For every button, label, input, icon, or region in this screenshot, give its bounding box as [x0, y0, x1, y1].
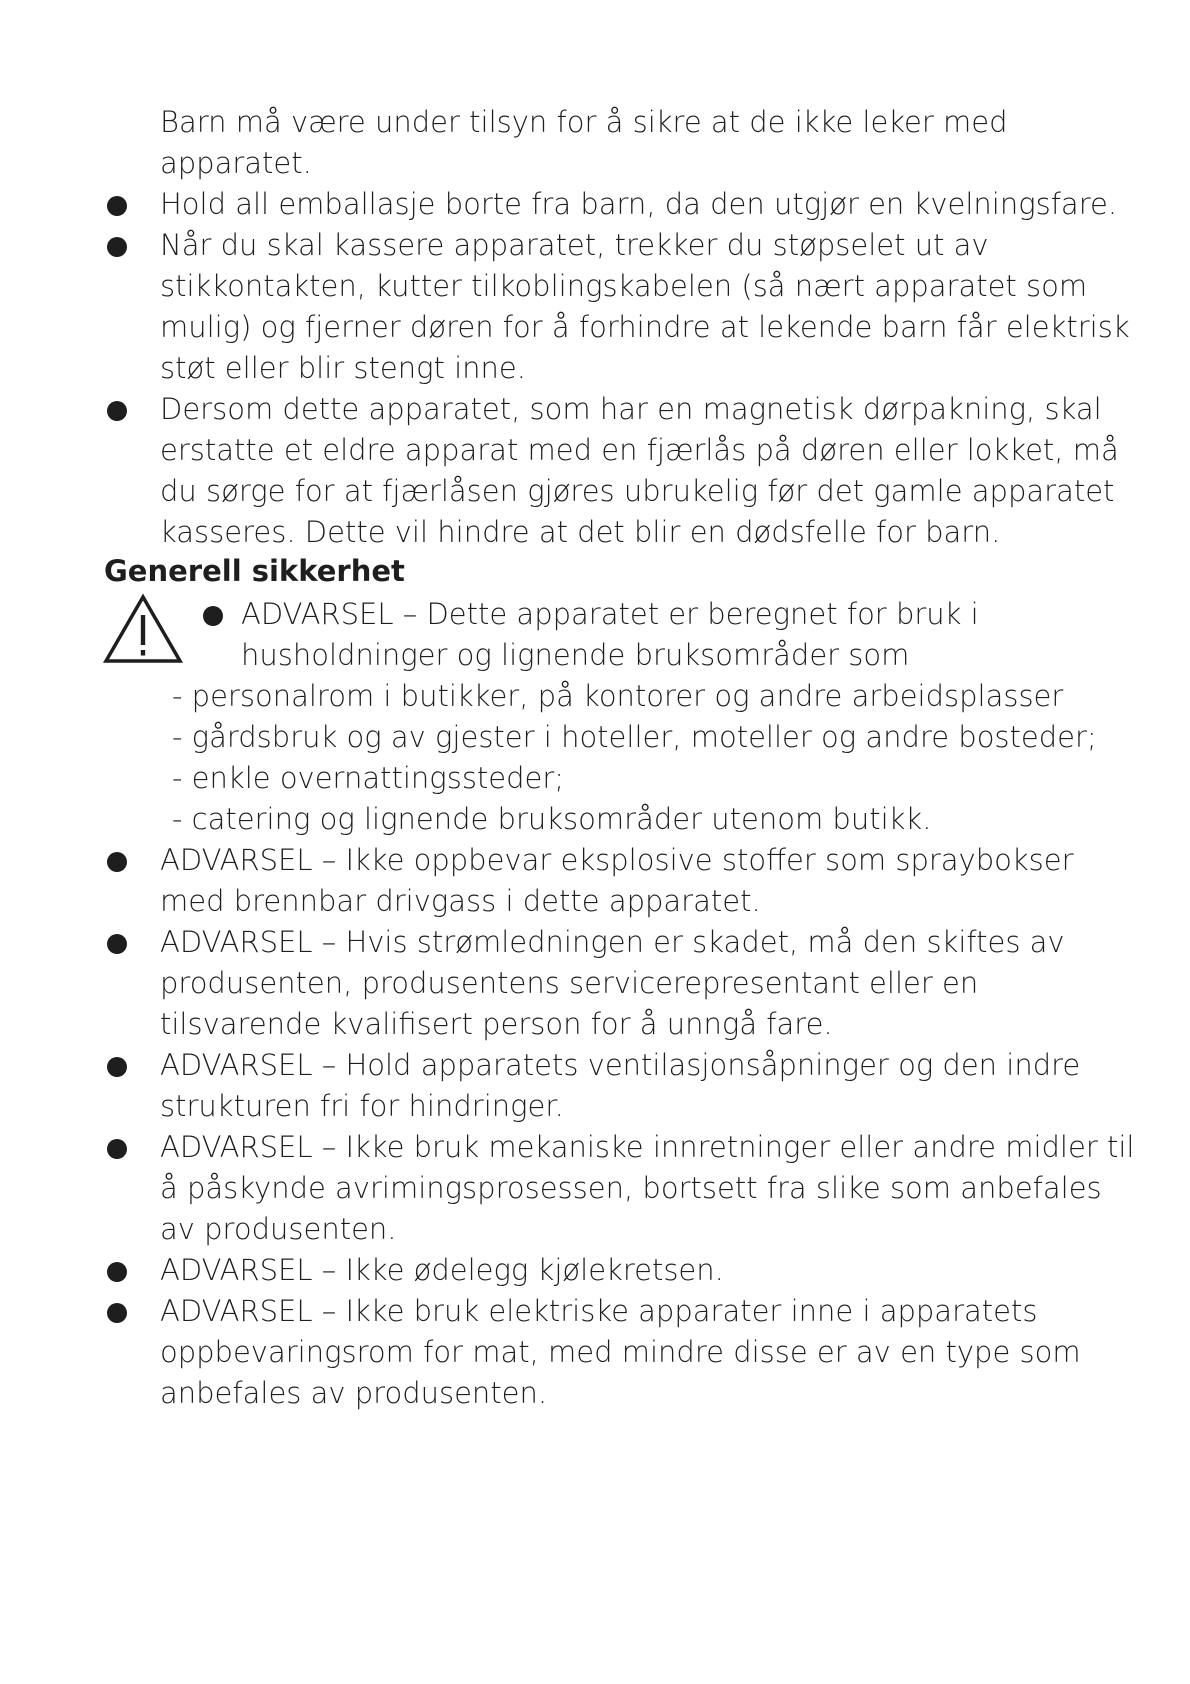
- bullet-line: ADVARSEL – Ikke oppbevar eksplosive stoffer som spraybokser: [160, 843, 1074, 877]
- dash-item: - enkle overnattingssteder;: [172, 761, 565, 795]
- bullet-dot: [107, 196, 127, 216]
- dash-item: - gårdsbruk og av gjester i hoteller, moteller og andre bosteder;: [172, 720, 1097, 754]
- bullet-line: støt eller blir stengt inne.: [160, 351, 526, 385]
- bullet-line: Hold all emballasje borte fra barn, da den utgjør en kvelningsfare.: [160, 187, 1118, 221]
- warning-triangle-icon: [102, 593, 184, 665]
- bullet-dot: [107, 934, 127, 954]
- bullet-dot: [203, 606, 223, 626]
- bullet-line: Dersom dette apparatet, som har en magnetisk dørpakning, skal: [160, 392, 1102, 426]
- bullet-dot: [107, 852, 127, 872]
- bullet-line: å påskynde avrimingsprosessen, bortsett fra slike som anbefales: [160, 1171, 1102, 1205]
- bullet-line: kasseres. Dette vil hindre at det blir en dødsfelle for barn.: [160, 515, 1001, 549]
- bullet-line: ADVARSEL – Ikke bruk mekaniske innretninger eller andre midler til: [160, 1130, 1135, 1164]
- bullet-dot: [107, 1139, 127, 1159]
- bullet-line: ADVARSEL – Hvis strømledningen er skadet, må den skiftes av: [160, 925, 1065, 959]
- bullet-line: ADVARSEL – Ikke bruk elektriske apparater inne i apparatets: [160, 1294, 1038, 1328]
- section-heading: Generell sikkerhet: [104, 554, 405, 588]
- bullet-dot: [107, 401, 127, 421]
- warning-line: husholdninger og lignende bruksområder som: [241, 638, 910, 672]
- intro-line: Barn må være under tilsyn for å sikre at de ikke leker med: [160, 105, 1008, 139]
- bullet-dot: [107, 1262, 127, 1282]
- intro-line: apparatet.: [160, 146, 312, 180]
- bullet-line: tilsvarende kvalifisert person for å unngå fare.: [160, 1007, 833, 1041]
- bullet-line: Når du skal kassere apparatet, trekker du støpselet ut av: [160, 228, 989, 262]
- bullet-line: av produsenten.: [160, 1212, 397, 1246]
- bullet-dot: [107, 1303, 127, 1323]
- bullet-line: strukturen fri for hindringer.: [160, 1089, 564, 1123]
- dash-item: - personalrom i butikker, på kontorer og andre arbeidsplasser: [172, 679, 1064, 713]
- bullet-line: anbefales av produsenten.: [160, 1376, 548, 1410]
- bullet-line: erstatte et eldre apparat med en fjærlås på døren eller lokket, må: [160, 433, 1119, 467]
- warning-line: ADVARSEL – Dette apparatet er beregnet for bruk i: [241, 597, 979, 631]
- bullet-line: stikkontakten, kutter tilkoblingskabelen (så nært apparatet som: [160, 269, 1088, 303]
- bullet-dot: [107, 237, 127, 257]
- bullet-dot: [107, 1057, 127, 1077]
- dash-item: - catering og lignende bruksområder utenom butikk.: [172, 802, 932, 836]
- bullet-line: ADVARSEL – Hold apparatets ventilasjonsåpninger og den indre: [160, 1048, 1081, 1082]
- bullet-line: produsenten, produsentens servicerepresentant eller en: [160, 966, 979, 1000]
- bullet-line: oppbevaringsrom for mat, med mindre disse er av en type som: [160, 1335, 1081, 1369]
- bullet-line: du sørge for at fjærlåsen gjøres ubrukelig før det gamle apparatet: [160, 474, 1115, 508]
- bullet-line: mulig) og fjerner døren for å forhindre at lekende barn får elektrisk: [160, 310, 1130, 344]
- bullet-line: med brennbar drivgass i dette apparatet.: [160, 884, 761, 918]
- bullet-line: ADVARSEL – Ikke ødelegg kjølekretsen.: [160, 1253, 724, 1287]
